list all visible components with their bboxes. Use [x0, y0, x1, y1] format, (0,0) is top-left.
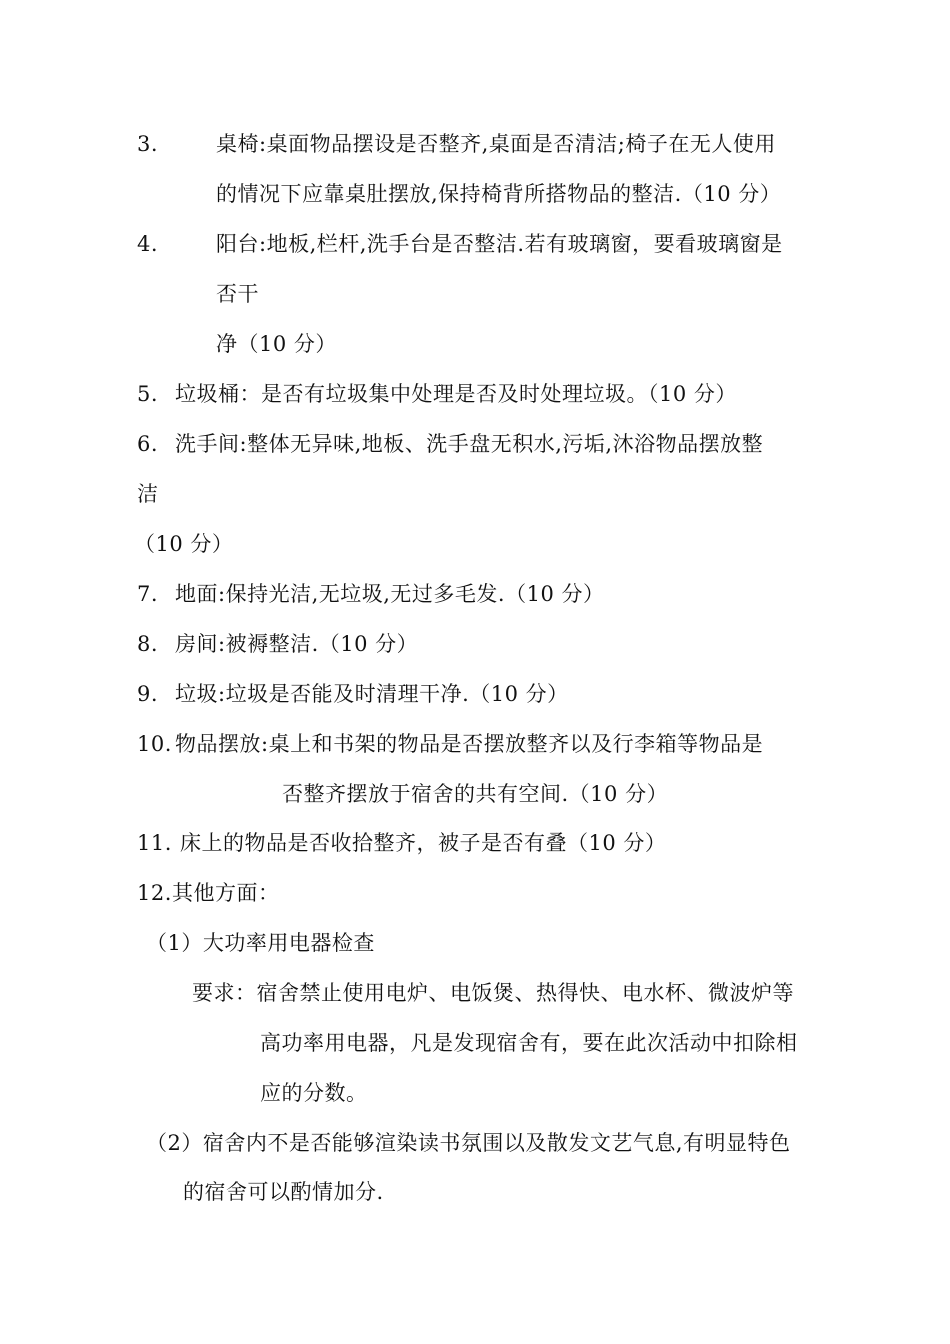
- item-10-line-1: 物品摆放:桌上和书架的物品是否摆放整齐以及行李箱等物品是: [175, 732, 764, 756]
- item-9-line-1: 垃圾:垃圾是否能及时清理干净.（10 分）: [175, 682, 569, 706]
- item-4-line-2: 否干: [216, 282, 259, 306]
- sub-1-label: （1）大功率用电器检查: [146, 931, 375, 955]
- item-6-line-2: 洁: [137, 482, 159, 506]
- sub-1-requirement-line-3: 应的分数。: [260, 1081, 368, 1105]
- item-11-number: 11.: [137, 831, 172, 855]
- item-6-line-3: （10 分）: [134, 532, 234, 556]
- item-5-number: 5.: [137, 382, 159, 406]
- sub-1-requirement-line-2: 高功率用电器，凡是发现宿舍有，要在此次活动中扣除相: [260, 1031, 798, 1055]
- item-6-line-1: 洗手间:整体无异味,地板、洗手盘无积水,污垢,沐浴物品摆放整: [175, 432, 764, 456]
- item-12-line-1: 其他方面：: [172, 881, 280, 905]
- sub-1-requirement-line-1: 要求：宿舍禁止使用电炉、电饭煲、热得快、电水杯、微波炉等: [192, 981, 794, 1005]
- item-11-line-1: 床上的物品是否收拾整齐，被子是否有叠（10 分）: [180, 831, 667, 855]
- sub-2-line-1: （2）宿舍内不是否能够渲染读书氛围以及散发文艺气息,有明显特色: [146, 1131, 791, 1155]
- item-8-number: 8.: [137, 632, 159, 656]
- item-9-number: 9.: [137, 682, 159, 706]
- item-3-line-2: 的情况下应靠桌肚摆放,保持椅背所搭物品的整洁.（10 分）: [216, 182, 782, 206]
- item-4-line-1: 阳台:地板,栏杆,洗手台是否整洁.若有玻璃窗，要看玻璃窗是: [216, 232, 783, 256]
- item-5-line-1: 垃圾桶：是否有垃圾集中处理是否及时处理垃圾。（10 分）: [175, 382, 737, 406]
- item-10-line-2: 否整齐摆放于宿舍的共有空间.（10 分）: [282, 782, 669, 806]
- item-12-number: 12.: [137, 881, 172, 905]
- item-6-number: 6.: [137, 432, 159, 456]
- sub-2-line-2: 的宿舍可以酌情加分.: [183, 1180, 384, 1204]
- item-3-line-1: 桌椅:桌面物品摆设是否整齐,桌面是否清洁;椅子在无人使用: [216, 132, 776, 156]
- item-7-line-1: 地面:保持光洁,无垃圾,无过多毛发.（10 分）: [175, 582, 605, 606]
- item-4-line-3: 净（10 分）: [216, 332, 337, 356]
- item-10-number: 10.: [137, 732, 172, 756]
- item-7-number: 7.: [137, 582, 159, 606]
- item-4-number: 4.: [137, 232, 159, 256]
- item-8-line-1: 房间:被褥整洁.（10 分）: [175, 632, 419, 656]
- item-3-number: 3.: [137, 132, 159, 156]
